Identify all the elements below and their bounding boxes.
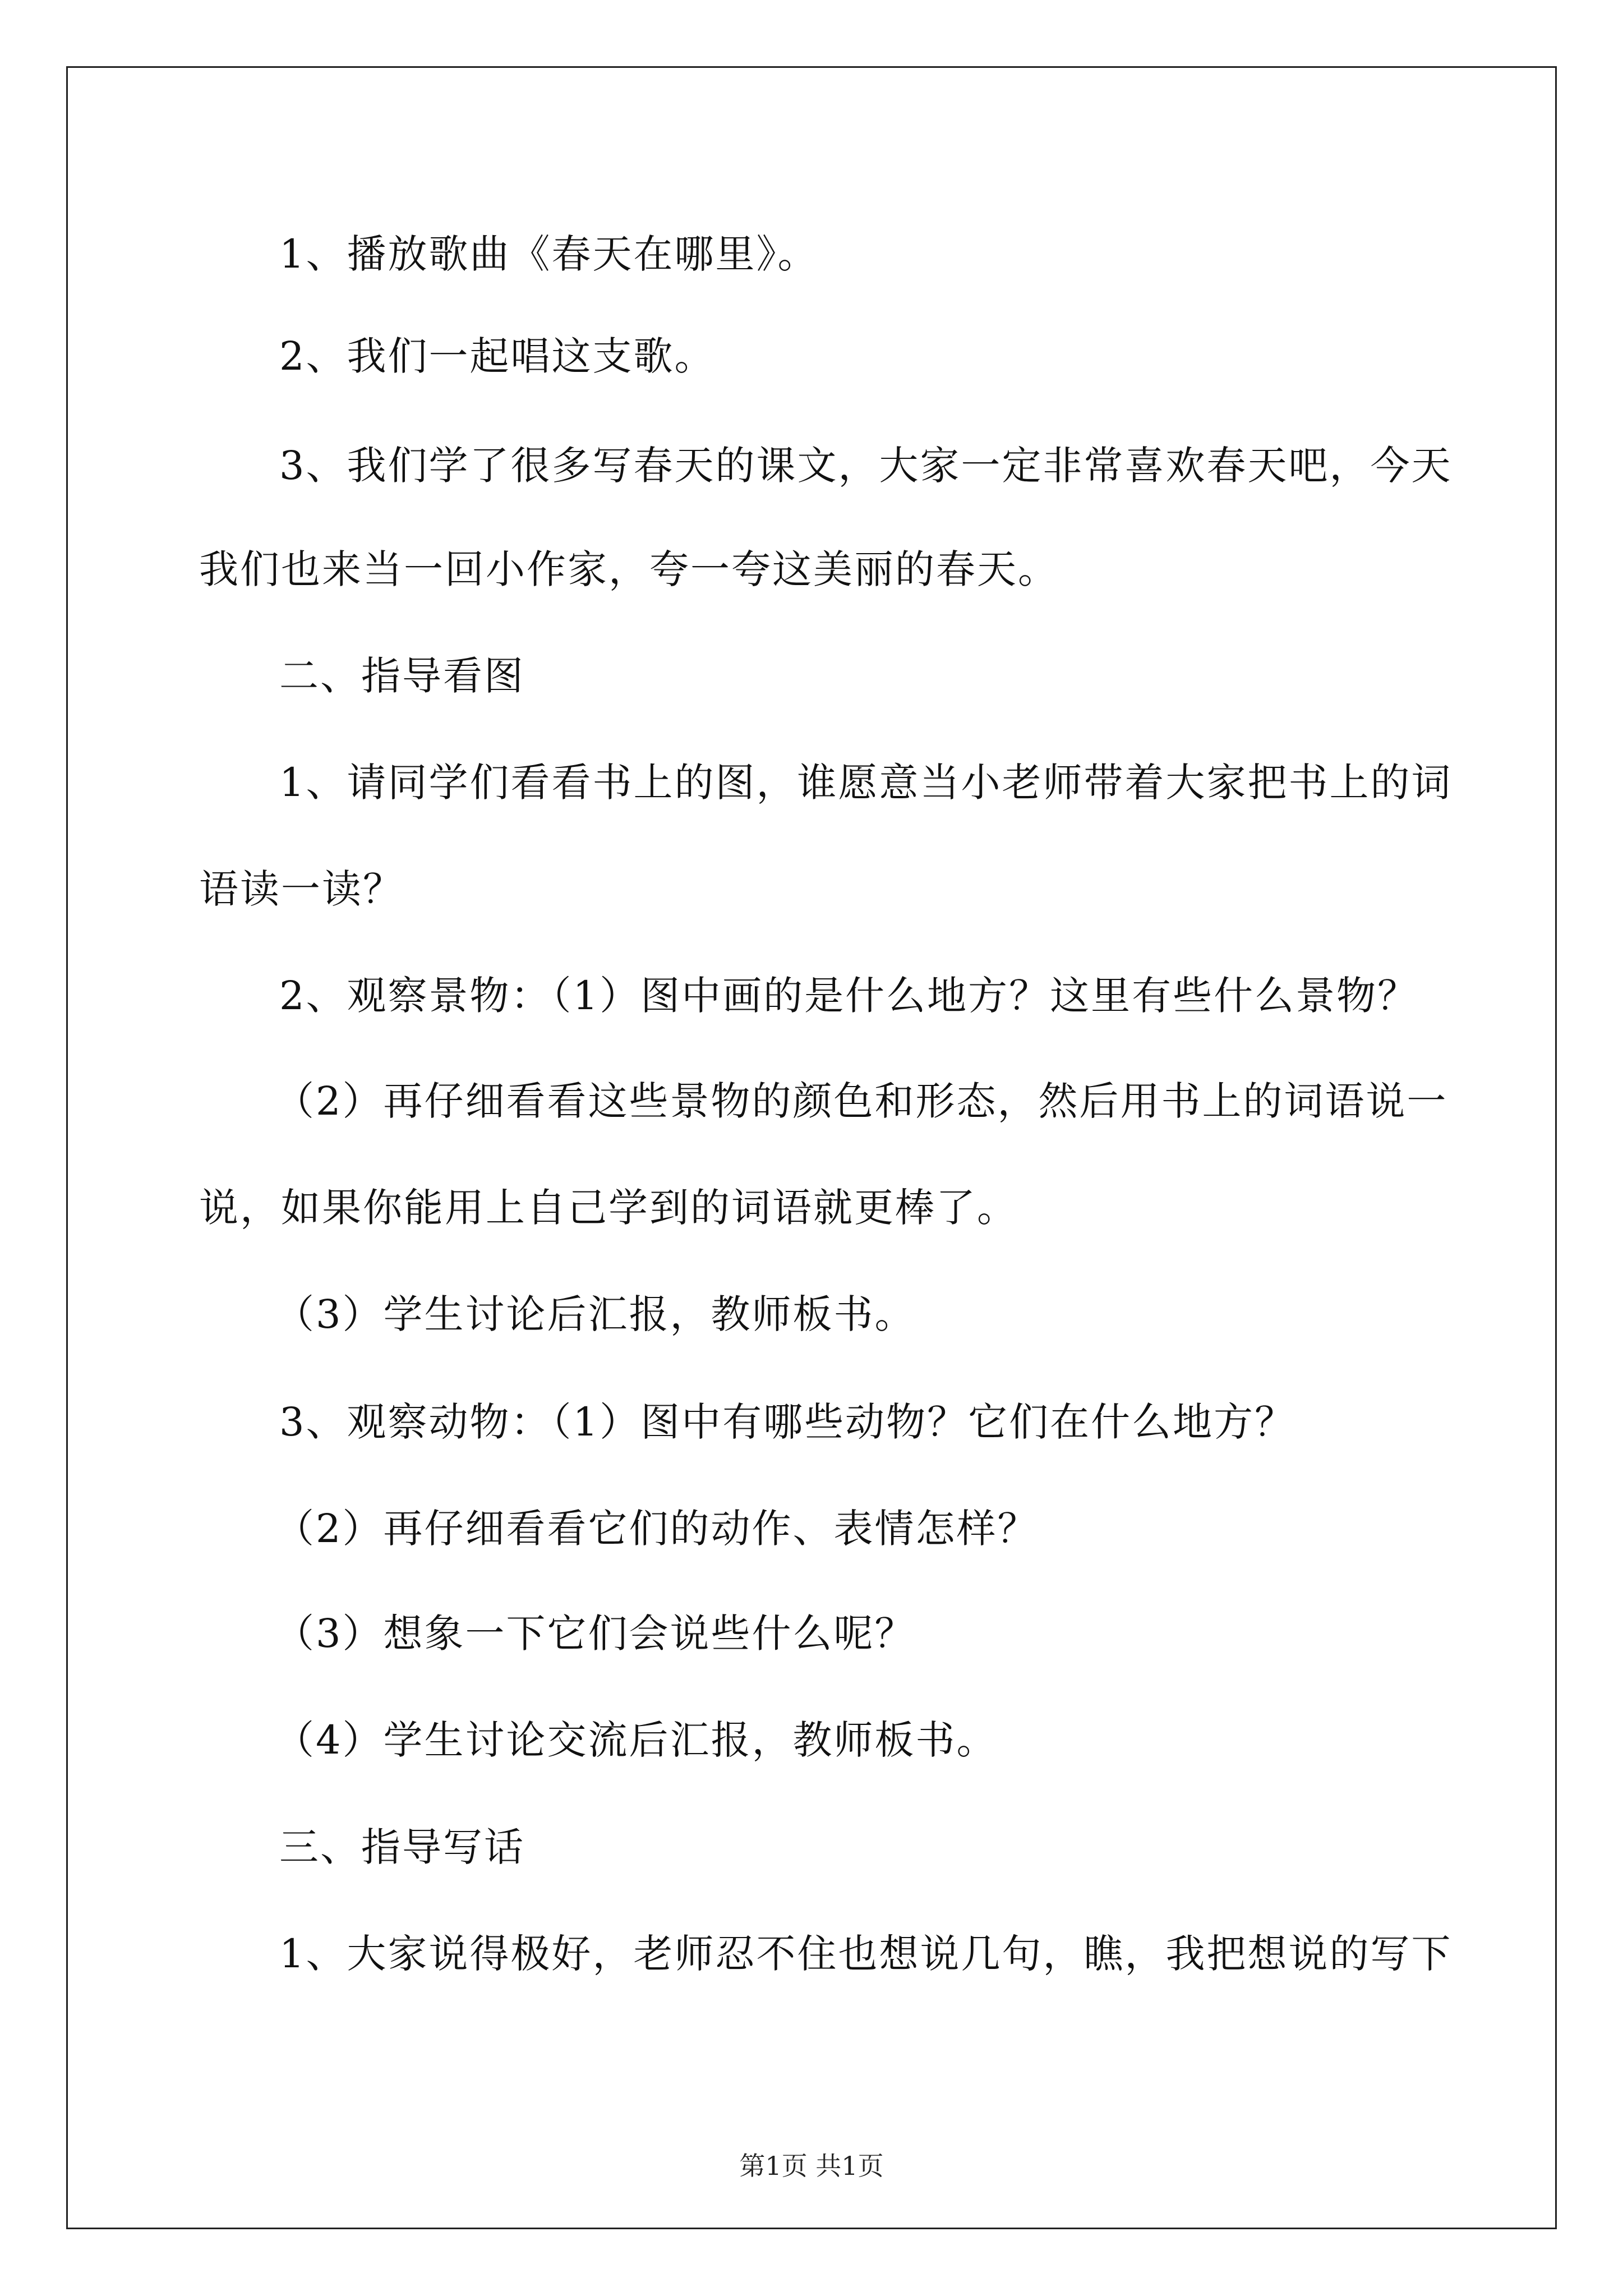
text-line: （2）再仔细看看它们的动作、表情怎样？ [275, 1506, 1039, 1552]
text-line: 语读一读？ [199, 866, 404, 912]
page-footer: 第1页 共1页 [739, 2151, 884, 2181]
text-line: 1、播放歌曲《春天在哪里》。 [279, 231, 819, 277]
section-heading: 二、指导看图 [279, 653, 525, 699]
text-line: 1、请同学们看看书上的图，谁愿意当小老师带着大家把书上的词 [279, 760, 1453, 806]
text-line: 2、观察景物：（1）图中画的是什么地方？这里有些什么景物？ [279, 973, 1419, 1019]
text-line: （4）学生讨论交流后汇报，教师板书。 [275, 1717, 998, 1763]
text-line: （3）想象一下它们会说些什么呢？ [275, 1611, 916, 1657]
text-line: 2、我们一起唱这支歌。 [279, 333, 716, 379]
section-heading: 三、指导写话 [279, 1824, 525, 1870]
page-border [66, 66, 1557, 2229]
text-line: 说，如果你能用上自己学到的词语就更棒了。 [199, 1185, 1018, 1231]
text-line: 3、我们学了很多写春天的课文，大家一定非常喜欢春天吧，今天 [279, 443, 1453, 489]
text-line: （3）学生讨论后汇报，教师板书。 [275, 1291, 916, 1337]
text-line: 1、大家说得极好，老师忍不住也想说几句，瞧，我把想说的写下 [279, 1931, 1453, 1977]
text-line: 我们也来当一回小作家，夸一夸这美丽的春天。 [199, 546, 1059, 592]
text-line: 3、观察动物：（1）图中有哪些动物？它们在什么地方？ [279, 1399, 1296, 1445]
text-line: （2）再仔细看看这些景物的颜色和形态，然后用书上的词语说一 [275, 1078, 1448, 1124]
